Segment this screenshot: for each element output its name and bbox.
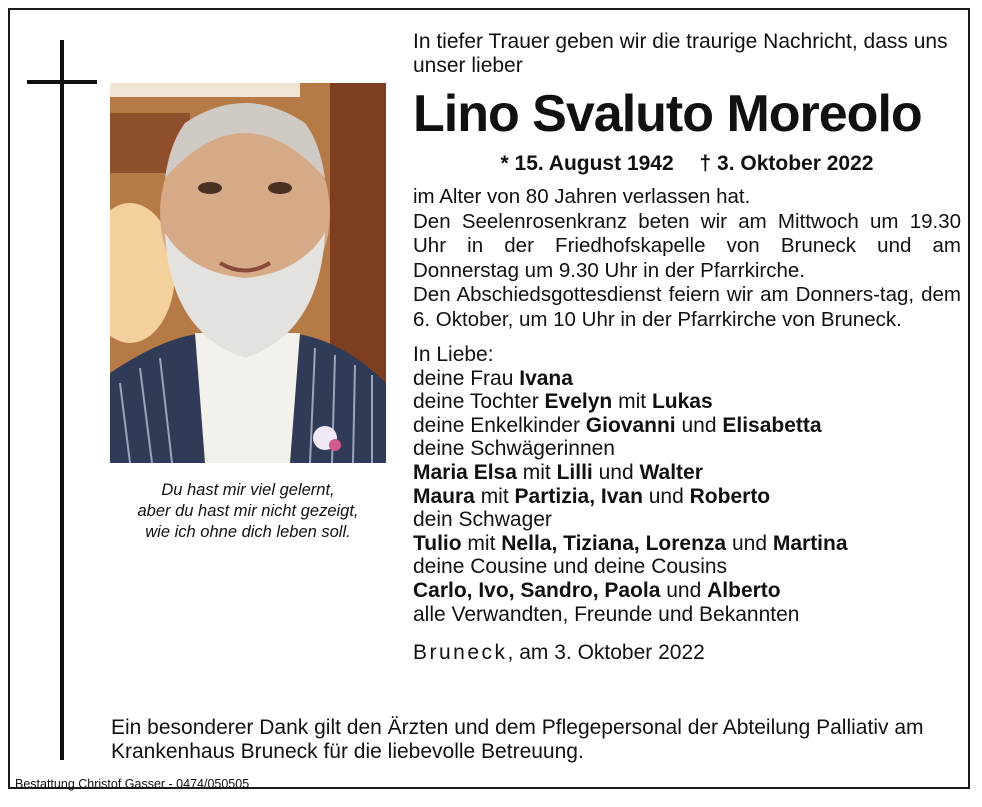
connector: mit [516, 460, 557, 484]
relative-name: Evelyn [544, 390, 613, 414]
family-row [413, 367, 961, 391]
relative-name: Partizia, Ivan [514, 484, 643, 508]
thanks-text: Ein besonderer Dank gilt den Ärzten und dem Pflegepersonal der Abteilung Palliativ am Krankenhaus Bruneck für die liebevolle Betreuung. [111, 716, 924, 763]
family-row [413, 461, 961, 485]
family-row [413, 532, 961, 556]
relation-label: deine Frau [413, 366, 520, 390]
age-line: im Alter von 80 Jahren verlassen hat. [413, 185, 751, 208]
connector: und [642, 484, 690, 508]
family-list [413, 343, 961, 626]
funeral-paragraph: Den Abschiedsgottesdienst feiern wir am Donners-tag, dem 6. Oktober, um 10 Uhr in der Pfarrkirche von Bruneck. [413, 283, 961, 331]
notice-date: , am 3. Oktober 2022 [507, 641, 705, 665]
rosary-paragraph: Den Seelenrosenkranz beten wir am Mittwoch um 19.30 Uhr in der Friedhofskapelle von Bruneck und am Donnerstag um 9.30 Uhr in der Pfarrkirche. [413, 209, 961, 282]
funeral-home-footer: Bestattung Christof Gasser - 0474/050505 [15, 777, 250, 791]
birth-date: * 15. August 1942 [500, 152, 674, 175]
connector: und [592, 460, 640, 484]
family-row [413, 485, 961, 509]
service-details [413, 185, 961, 332]
family-row: alle Verwandten, Freunde und Bekannten [413, 602, 800, 626]
intro-text: In tiefer Trauer geben wir die traurige Nachricht, dass uns unser lieber [413, 30, 948, 77]
life-dates [413, 152, 961, 176]
relative-name: Lilli [556, 460, 593, 484]
connector: und [660, 578, 708, 602]
cross-icon [60, 40, 64, 760]
relative-name: Walter [639, 460, 703, 484]
connector: mit [461, 531, 502, 555]
connector: und [675, 413, 723, 437]
relative-name: Roberto [689, 484, 771, 508]
relative-name: Martina [772, 531, 848, 555]
relative-name: Elisabetta [722, 413, 822, 437]
relation-label: deine Tochter [413, 390, 545, 414]
connector: mit [474, 484, 515, 508]
family-heading: In Liebe: [413, 343, 494, 366]
family-row [413, 414, 961, 438]
notice-main [413, 30, 961, 665]
family-row: dein Schwager [413, 508, 552, 532]
family-row [413, 390, 961, 414]
relative-name: Carlo, Ivo, Sandro, Paola [413, 578, 661, 602]
family-row: deine Schwägerinnen [413, 437, 615, 461]
relative-name: Alberto [707, 578, 781, 602]
family-row [413, 579, 961, 603]
family-row: deine Cousine und deine Cousins [413, 555, 728, 579]
quote-line: wie ich ohne dich leben soll. [145, 523, 351, 541]
place-name: Bruneck [413, 641, 508, 665]
relation-label: deine Enkelkinder [413, 413, 586, 437]
relative-name: Giovanni [585, 413, 676, 437]
place-date [413, 641, 961, 665]
quote-line: aber du hast mir nicht gezeigt, [137, 502, 359, 520]
relative-name: Maria Elsa [413, 460, 517, 484]
death-date: † 3. Oktober 2022 [699, 152, 874, 175]
relative-name: Ivana [519, 366, 573, 390]
deceased-name: Lino Svaluto Moreolo [413, 85, 922, 143]
portrait-photo [110, 83, 386, 463]
cross-icon-bar [27, 80, 97, 84]
relative-name: Tulio [413, 531, 462, 555]
memorial-quote [110, 480, 386, 543]
connector: mit [612, 390, 652, 414]
relative-name: Maura [413, 484, 475, 508]
relative-name: Nella, Tiziana, Lorenza [501, 531, 727, 555]
connector: und [726, 531, 773, 555]
quote-line: Du hast mir viel gelernt, [161, 481, 335, 499]
relative-name: Lukas [651, 390, 713, 414]
